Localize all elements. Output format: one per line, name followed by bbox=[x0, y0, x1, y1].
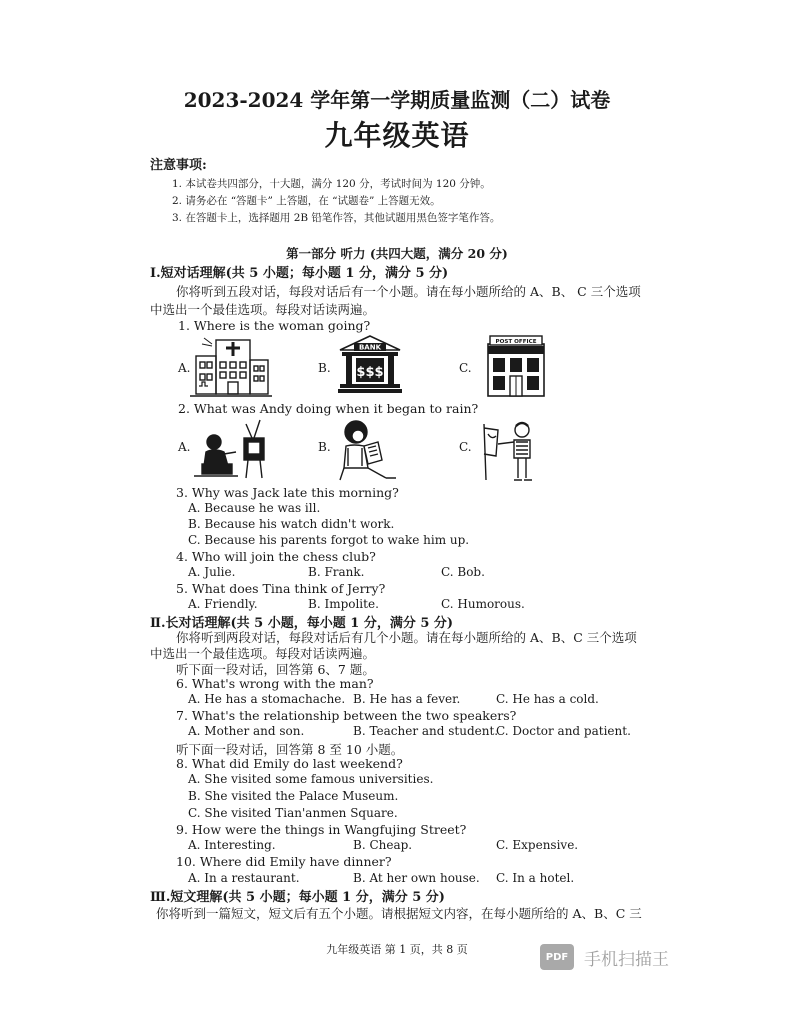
exam-title: 2023-2024 学年第一学期质量监测（二）试卷 bbox=[183, 88, 611, 112]
notes-heading: 注意事项: bbox=[150, 158, 207, 173]
subject-title: 九年级英语 bbox=[324, 119, 470, 152]
q4-option-c: C. Bob. bbox=[441, 565, 485, 579]
q1-option-a-label: A. bbox=[178, 361, 191, 375]
q5-option-a: A. Friendly. bbox=[188, 597, 258, 611]
q4-option-a: A. Julie. bbox=[188, 565, 236, 579]
section1-instruction-1: 你将听到五段对话，每段对话后有一个小题。请在每小题所给的 A、B、 C 三个选项 bbox=[176, 284, 641, 299]
q7-option-c: C. Doctor and patient. bbox=[496, 724, 631, 738]
boy-painting-icon bbox=[478, 418, 540, 482]
q6-option-b: B. He has a fever. bbox=[353, 692, 461, 706]
q1-option-c-label: C. bbox=[459, 361, 472, 375]
post-office-icon bbox=[484, 334, 548, 398]
q9-option-b: B. Cheap. bbox=[353, 838, 413, 852]
q3-option-a: A. Because he was ill. bbox=[188, 501, 321, 515]
q8-option-a: A. She visited some famous universities. bbox=[188, 772, 434, 786]
q10-option-b: B. At her own house. bbox=[353, 871, 480, 885]
q3-option-b: B. Because his watch didn't work. bbox=[188, 517, 395, 531]
section3-title: Ⅲ.短文理解(共 5 小题；每小题 1 分，满分 5 分) bbox=[150, 890, 445, 905]
note-item-1: 1. 本试卷共四部分，十大题，满分 120 分，考试时间为 120 分钟。 bbox=[172, 178, 491, 190]
section2-lead-1: 听下面一段对话，回答第 6、7 题。 bbox=[176, 662, 375, 677]
question-7: 7. What's the relationship between the two speakers? bbox=[176, 708, 517, 723]
q9-option-c: C. Expensive. bbox=[496, 838, 579, 852]
page-footer: 九年级英语 第 1 页，共 8 页 bbox=[326, 943, 468, 956]
section1-title: Ⅰ.短对话理解(共 5 小题；每小题 1 分，满分 5 分) bbox=[150, 266, 449, 281]
section2-title: Ⅱ.长对话理解(共 5 小题，每小题 1 分，满分 5 分) bbox=[150, 616, 454, 631]
q2-option-b-label: B. bbox=[318, 440, 331, 454]
q2-option-c-label: C. bbox=[459, 440, 472, 454]
question-1: 1. Where is the woman going? bbox=[178, 318, 371, 333]
question-10: 10. Where did Emily have dinner? bbox=[176, 854, 392, 869]
question-9: 9. How were the things in Wangfujing Street? bbox=[176, 822, 467, 837]
section2-instruction-2: 中选出一个最佳选项。每段对话读两遍。 bbox=[150, 646, 376, 661]
q9-option-a: A. Interesting. bbox=[188, 838, 276, 852]
question-4: 4. Who will join the chess club? bbox=[176, 549, 376, 564]
q8-option-c: C. She visited Tian'anmen Square. bbox=[188, 806, 398, 820]
section2-lead-2: 听下面一段对话，回答第 8 至 10 小题。 bbox=[176, 742, 404, 757]
post-office-sign-text: POST OFFICE bbox=[495, 339, 537, 345]
question-8: 8. What did Emily do last weekend? bbox=[176, 756, 403, 771]
q6-option-a: A. He has a stomachache. bbox=[188, 692, 346, 706]
bank-sign-text: BANK bbox=[358, 343, 382, 352]
q2-option-a-label: A. bbox=[178, 440, 191, 454]
svg-text:$$$: $$$ bbox=[356, 365, 384, 380]
girl-reading-icon bbox=[334, 416, 400, 484]
question-3: 3. Why was Jack late this morning? bbox=[176, 485, 399, 500]
section3-instruction-1: 你将听到一篇短文，短文后有五个小题。请根据短文内容，在每小题所给的 A、B、C 三 bbox=[156, 906, 642, 921]
q10-option-a: A. In a restaurant. bbox=[188, 871, 300, 885]
q7-option-b: B. Teacher and student. bbox=[353, 724, 499, 738]
watermark-text: 手机扫描王 bbox=[584, 949, 669, 970]
q7-option-a: A. Mother and son. bbox=[188, 724, 305, 738]
scanner-watermark bbox=[540, 944, 669, 970]
note-item-3: 3. 在答题卡上，选择题用 2B 铅笔作答，其他试题用黑色签字笔作答。 bbox=[172, 212, 501, 224]
boy-watching-tv-icon bbox=[194, 418, 270, 482]
q10-option-c: C. In a hotel. bbox=[496, 871, 575, 885]
q6-option-c: C. He has a cold. bbox=[496, 692, 599, 706]
question-5: 5. What does Tina think of Jerry? bbox=[176, 581, 386, 596]
q4-option-b: B. Frank. bbox=[308, 565, 365, 579]
q1-option-b-label: B. bbox=[318, 361, 331, 375]
question-6: 6. What's wrong with the man? bbox=[176, 676, 374, 691]
pdf-badge-icon: PDF bbox=[540, 944, 574, 970]
section2-instruction-1: 你将听到两段对话，每段对话后有几个小题。请在每小题所给的 A、B、C 三个选项 bbox=[176, 630, 637, 645]
section1-instruction-2: 中选出一个最佳选项。每段对话读两遍。 bbox=[150, 302, 376, 317]
q5-option-b: B. Impolite. bbox=[308, 597, 379, 611]
bank-icon bbox=[338, 334, 402, 394]
question-2: 2. What was Andy doing when it began to rain? bbox=[178, 401, 479, 416]
note-item-2: 2. 请务必在 “答题卡” 上答题，在 “试题卷” 上答题无效。 bbox=[172, 195, 441, 207]
part1-title: 第一部分 听力 (共四大题，满分 20 分) bbox=[286, 246, 508, 261]
hospital-icon bbox=[190, 334, 272, 398]
q8-option-b: B. She visited the Palace Museum. bbox=[188, 789, 399, 803]
q5-option-c: C. Humorous. bbox=[441, 597, 525, 611]
q3-option-c: C. Because his parents forgot to wake him up. bbox=[188, 533, 470, 547]
